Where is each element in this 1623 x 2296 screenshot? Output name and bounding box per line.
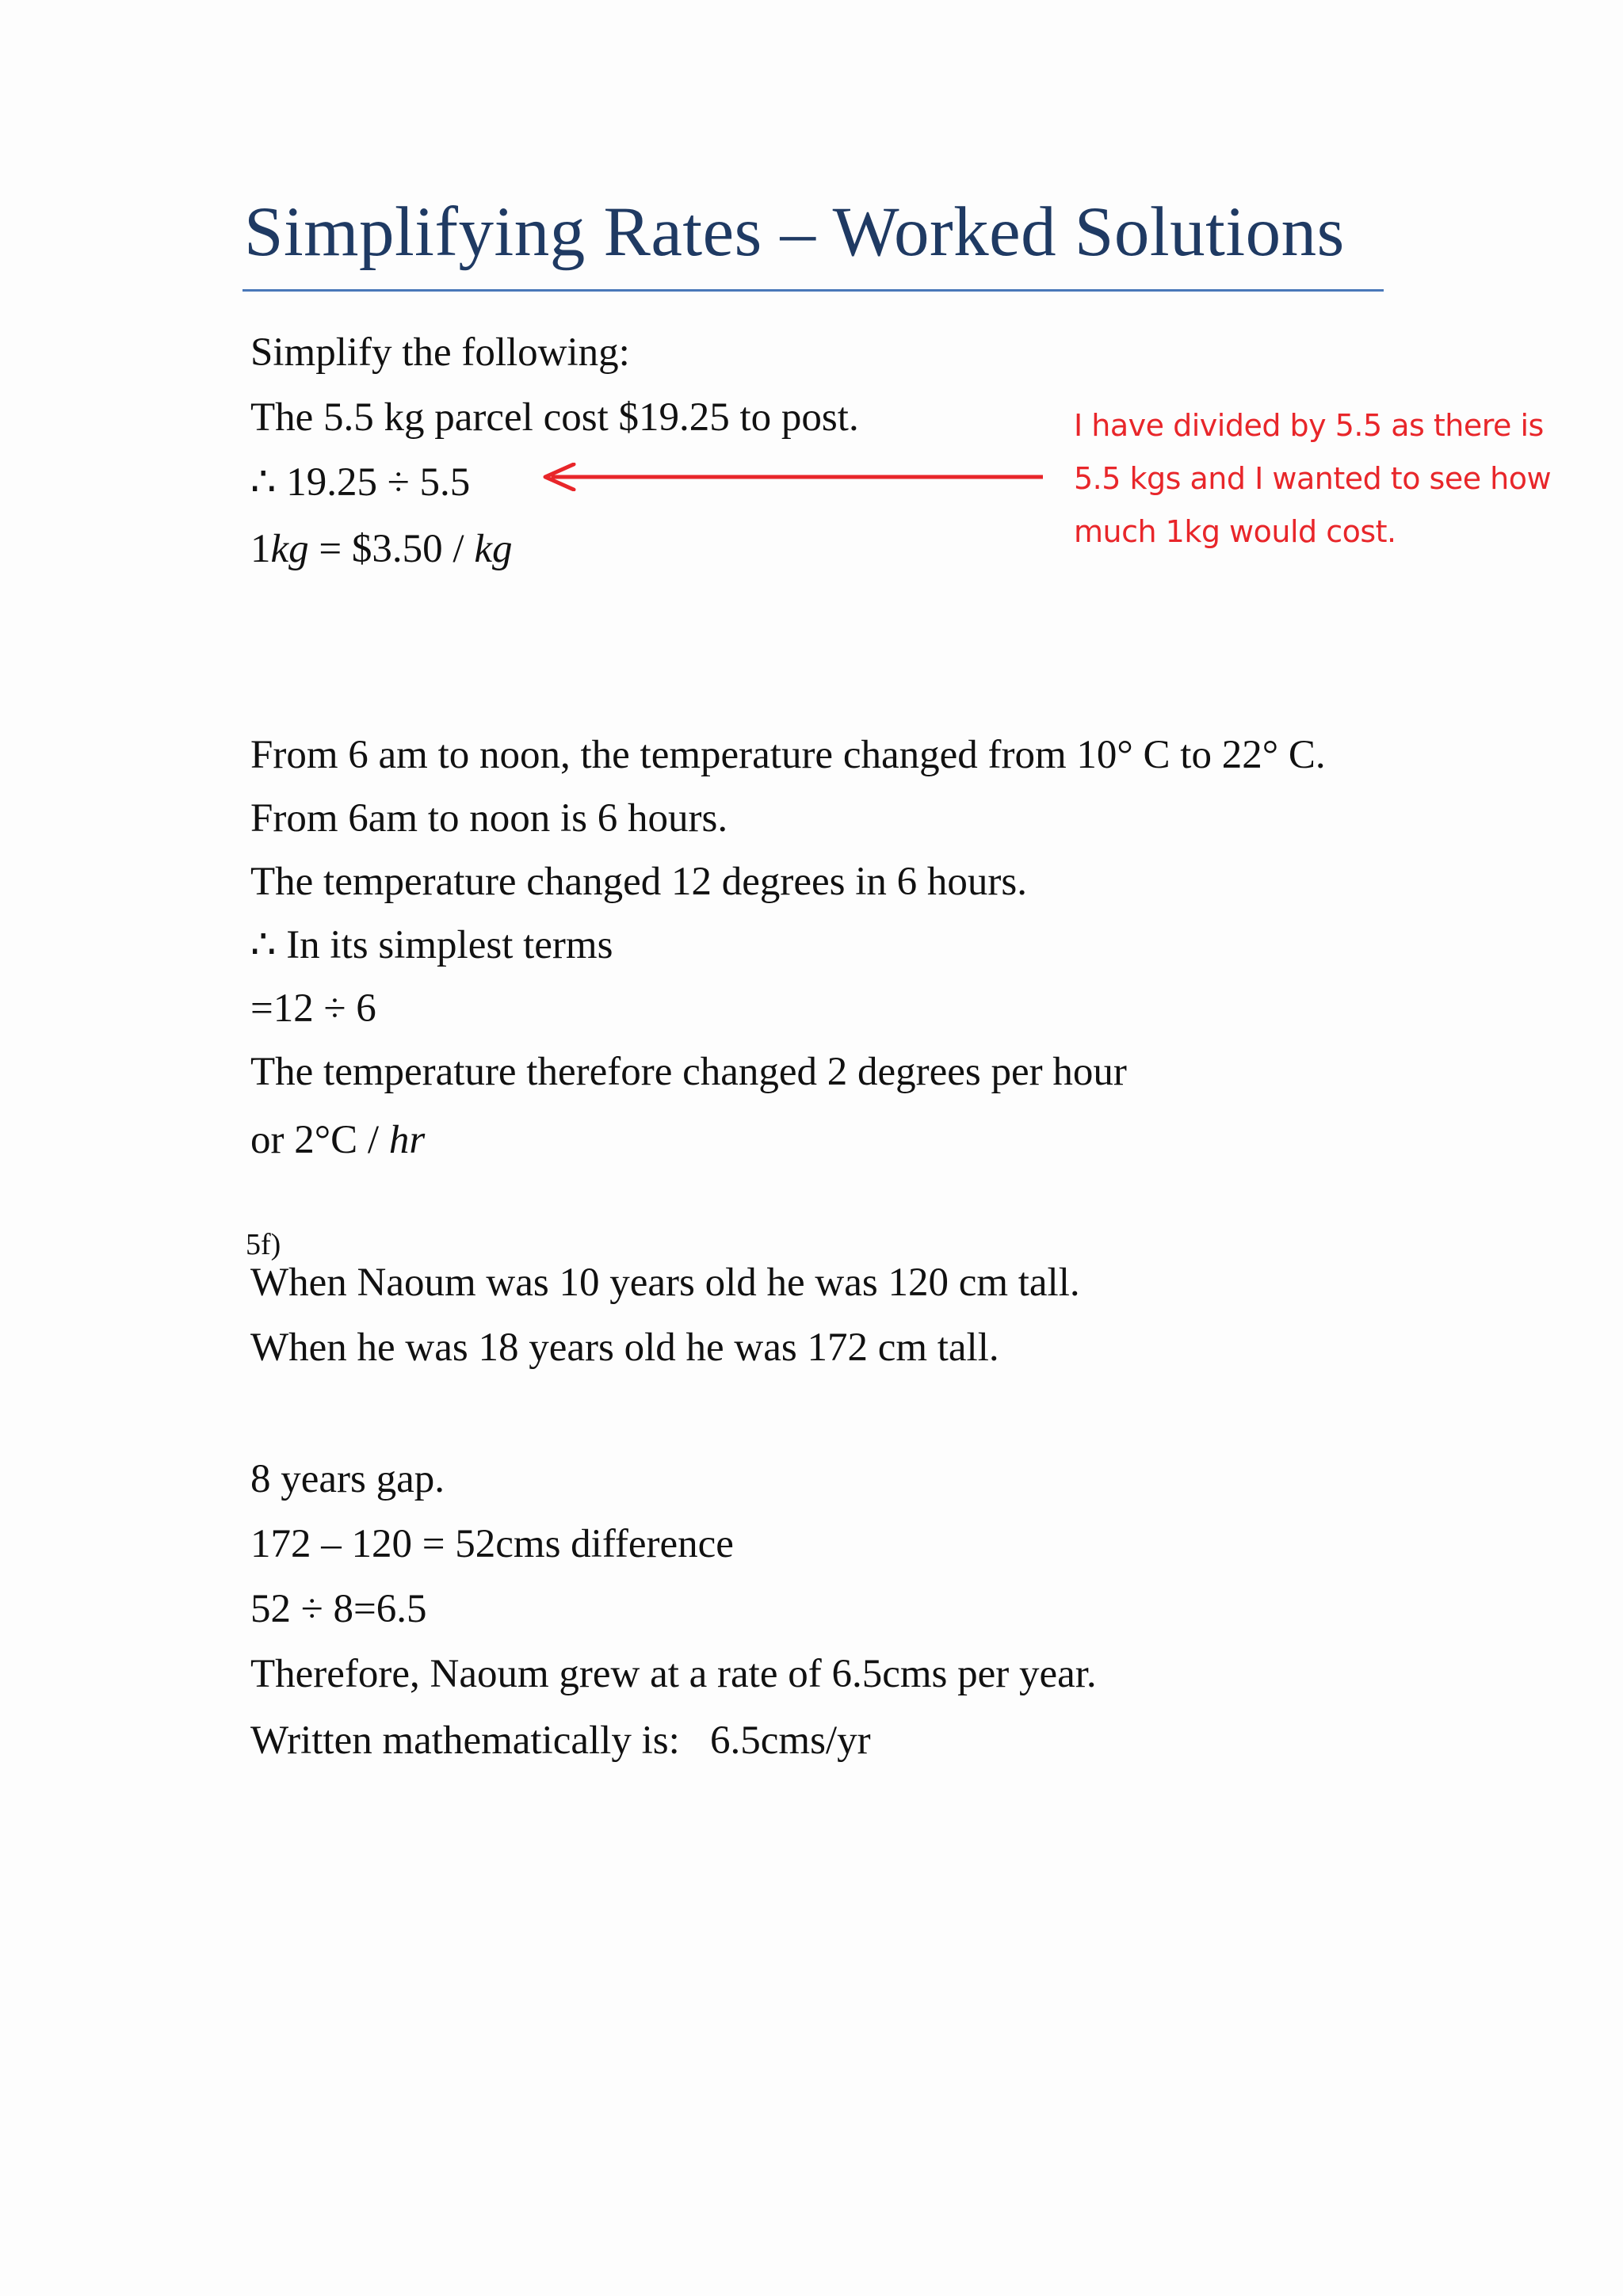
question-label: 5f) bbox=[246, 1228, 281, 1261]
handwritten-annotation bbox=[1074, 399, 1552, 559]
temperature-step-4: =12 ÷ 6 bbox=[250, 986, 376, 1031]
annotation-arrow-icon bbox=[536, 463, 1043, 491]
annotation-line-3: much 1kg would cost. bbox=[1074, 514, 1396, 549]
answer-unit-kg: kg bbox=[270, 527, 309, 571]
page-title: Simplifying Rates – Worked Solutions bbox=[244, 193, 1345, 271]
temperature-step-2: The temperature changed 12 degrees in 6 hours. bbox=[250, 860, 1027, 904]
instruction-text: Simplify the following: bbox=[250, 330, 630, 375]
height-step-5: Written mathematically is: 6.5cms/yr bbox=[250, 1718, 871, 1763]
height-step-4: Therefore, Naoum grew at a rate of 6.5cms per year. bbox=[250, 1652, 1097, 1696]
answer-parcel bbox=[250, 529, 512, 570]
height-step-2: 172 – 120 = 52cms difference bbox=[250, 1522, 734, 1566]
step-divide-parcel: ∴ 19.25 ÷ 5.5 bbox=[250, 460, 471, 505]
annotation-line-1: I have divided by 5.5 as there is bbox=[1074, 408, 1544, 443]
problem-height-1: When Naoum was 10 years old he was 120 cm tall. bbox=[250, 1261, 1080, 1305]
temperature-step-5: The temperature therefore changed 2 degrees per hour bbox=[250, 1050, 1127, 1094]
answer-prefix: 1 bbox=[250, 527, 271, 571]
annotation-line-2: 5.5 kgs and I wanted to see how bbox=[1074, 461, 1552, 496]
problem-parcel: The 5.5 kg parcel cost $19.25 to post. bbox=[250, 395, 859, 440]
answer-unit-per-kg: kg bbox=[474, 527, 513, 571]
problem-height-2: When he was 18 years old he was 172 cm tall. bbox=[250, 1325, 999, 1370]
temperature-answer-prefix: or 2°C / bbox=[250, 1118, 389, 1162]
temperature-answer-unit: hr bbox=[388, 1118, 426, 1162]
title-underline bbox=[242, 289, 1384, 292]
temperature-step-3: ∴ In its simplest terms bbox=[250, 923, 613, 967]
temperature-step-1: From 6am to noon is 6 hours. bbox=[250, 796, 728, 841]
answer-rate: = $3.50 / bbox=[308, 527, 475, 571]
height-step-1: 8 years gap. bbox=[250, 1457, 445, 1501]
temperature-answer bbox=[250, 1120, 425, 1161]
problem-temperature: From 6 am to noon, the temperature changed from 10° C to 22° C. bbox=[250, 733, 1326, 777]
height-step-3: 52 ÷ 8=6.5 bbox=[250, 1587, 427, 1631]
